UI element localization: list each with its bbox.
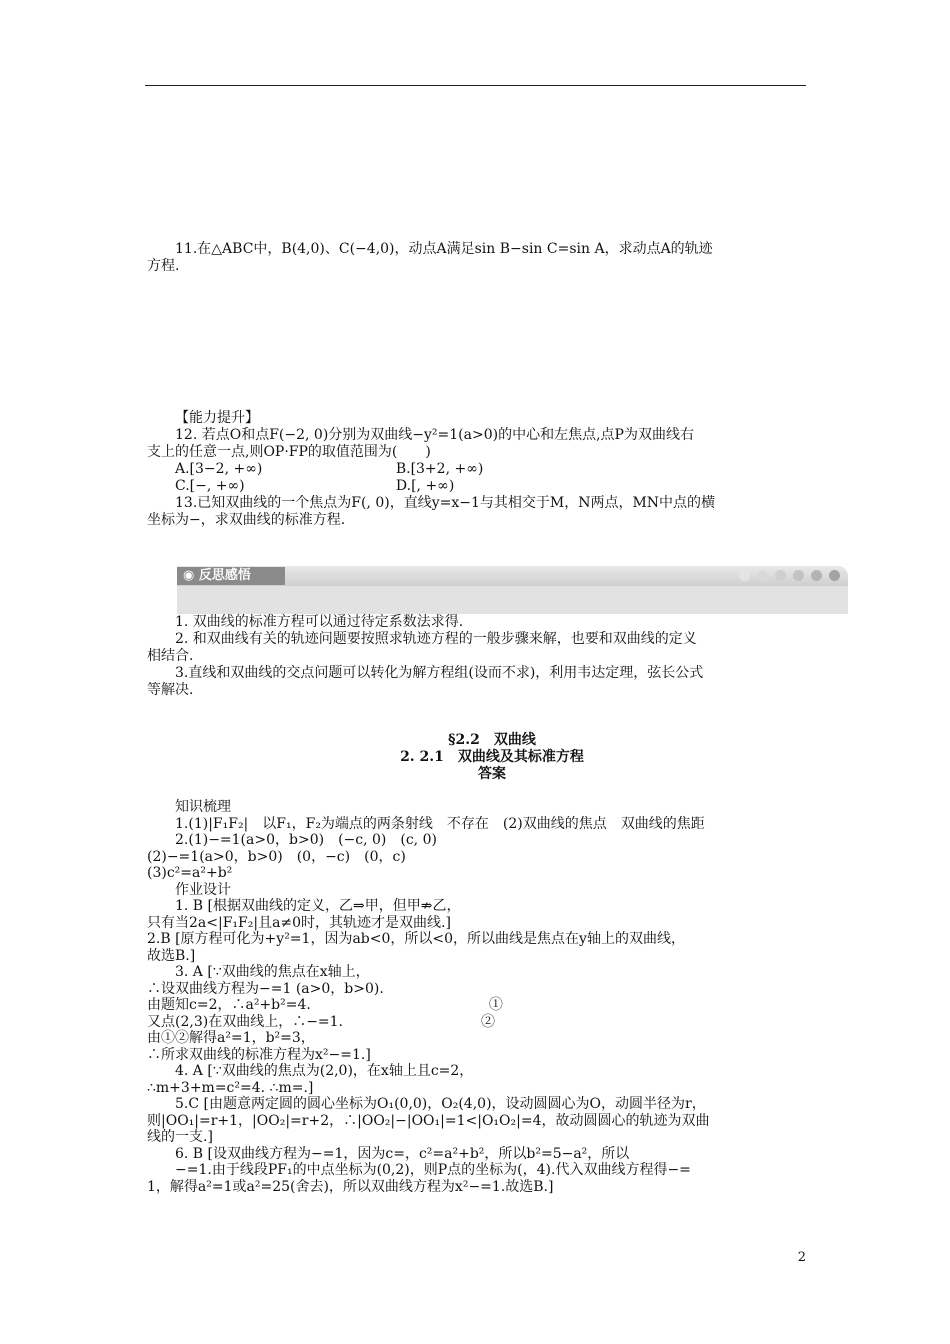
reflection-line-2: 2. 和双曲线有关的轨迹问题要按照求轨迹方程的一般步骤来解，也要和双曲线的定义 xyxy=(175,631,697,647)
answer-line: 故选B.] xyxy=(147,947,196,964)
decorative-dot xyxy=(775,570,786,581)
reflection-line-4: 3.直线和双曲线的交点问题可以转化为解方程组(设而不求)，利用韦达定理，弦长公式 xyxy=(175,665,704,681)
decorative-dot xyxy=(757,570,768,581)
question-13-line-1: 13.已知双曲线的一个焦点为F(, 0)，直线y=x−1与其相交于M，N两点，MN中点的横 xyxy=(175,495,716,511)
banner-body xyxy=(177,586,848,614)
answer-line: 4. A [∵双曲线的焦点为(2,0)，在x轴上且c=2， xyxy=(175,1063,474,1079)
reflection-line-1: 1. 双曲线的标准方程可以通过待定系数法求得. xyxy=(175,614,464,630)
question-12-option-cd: C.[−, +∞) D.[, +∞) xyxy=(175,478,455,494)
answer-heading: 答案 xyxy=(478,766,506,782)
question-13-line-2: 坐标为−，求双曲线的标准方程. xyxy=(147,512,346,528)
reflection-line-3: 相结合. xyxy=(147,648,194,664)
question-12-option-ab: A.[3−2, +∞) B.[3+2, +∞) xyxy=(175,461,484,477)
subsection-title: 2. 2.1 双曲线及其标准方程 xyxy=(400,749,584,765)
reflection-title: ◉ 反思感悟 xyxy=(177,567,285,585)
question-12-line-2: 支上的任意一点,则OP·FP的取值范围为( ) xyxy=(147,444,431,460)
page-number: 2 xyxy=(797,1250,806,1265)
answer-line: 线的一支.] xyxy=(147,1129,213,1145)
answer-line: 由①②解得a²=1，b²=3， xyxy=(147,1030,315,1046)
answer-line: 只有当2a<|F₁F₂|且a≠0时，其轨迹才是双曲线.] xyxy=(147,914,451,931)
decorative-dot xyxy=(739,570,750,581)
answer-line: −=1.由于线段PF₁的中点坐标为(0,2)，则P点的坐标为(，4).代入双曲线方程得−= xyxy=(175,1162,691,1178)
answer-line: 1，解得a²=1或a²=25(舍去)，所以双曲线方程为x²−=1.故选B.] xyxy=(147,1178,554,1195)
decorative-dot xyxy=(793,570,804,581)
decorative-dot xyxy=(811,570,822,581)
question-12-line-1: 12. 若点O和点F(−2, 0)分别为双曲线−y²=1(a>0)的中心和左焦点,点P为双曲线右 xyxy=(175,427,694,443)
decorative-dots xyxy=(739,570,840,581)
reflection-line-5: 等解决. xyxy=(147,682,194,698)
answer-line: 2.(1)−=1(a>0，b>0) (−c, 0) (c, 0) xyxy=(175,832,437,848)
question-11-line-1: 11.在△ABC中，B(4,0)、C(−4,0)，动点A满足sin B−sin C=sin A，求动点A的轨迹 xyxy=(175,241,713,257)
answer-line: 1.(1)|F₁F₂| 以F₁，F₂为端点的两条射线 不存在 (2)双曲线的焦点 双曲线的焦距 xyxy=(175,815,705,832)
question-11-line-2: 方程. xyxy=(147,258,180,274)
header-rule xyxy=(145,85,806,86)
reflection-banner xyxy=(177,566,848,614)
answer-line: 6. B [设双曲线方程为−=1，因为c=，c²=a²+b²，所以b²=5−a²，所以 xyxy=(175,1145,630,1162)
answer-line: (2)−=1(a>0，b>0) (0，−c) (0，c) xyxy=(147,848,406,865)
answer-line: 2.B [原方程可化为+y²=1，因为ab<0，所以<0，所以曲线是焦点在y轴上的双曲线， xyxy=(147,931,685,947)
answer-line: 又点(2,3)在双曲线上，∴−=1. ② xyxy=(147,1013,495,1030)
answer-line: 知识梳理 xyxy=(175,799,231,815)
ability-heading: 【能力提升】 xyxy=(175,410,259,426)
section-title: §2.2 双曲线 xyxy=(448,732,536,748)
answer-line: 作业设计 xyxy=(175,881,231,898)
answer-line: ∴所求双曲线的标准方程为x²−=1.] xyxy=(147,1046,371,1063)
answer-line: 5.C [由题意两定圆的圆心坐标为O₁(0,0)，O₂(4,0)，设动圆圆心为O，动圆半径为r， xyxy=(175,1096,706,1112)
answer-line: (3)c²=a²+b² xyxy=(147,865,233,881)
answer-line: 3. A [∵双曲线的焦点在x轴上， xyxy=(175,964,370,980)
answer-line: 1. B [根据双曲线的定义，乙⇒甲，但甲⇏乙， xyxy=(175,898,461,914)
answer-line: 由题知c=2，∴a²+b²=4. ① xyxy=(147,997,503,1013)
decorative-dot xyxy=(829,570,840,581)
answer-line: ∴设双曲线方程为−=1 (a>0，b>0). xyxy=(147,980,384,997)
answer-line: 则|OO₁|=r+1，|OO₂|=r+2，∴|OO₂|−|OO₁|=1<|O₁O₂|=4，故动圆圆心的轨迹为双曲 xyxy=(147,1112,710,1129)
answer-line: ∴m+3+m=c²=4. ∴m=.] xyxy=(147,1079,314,1096)
